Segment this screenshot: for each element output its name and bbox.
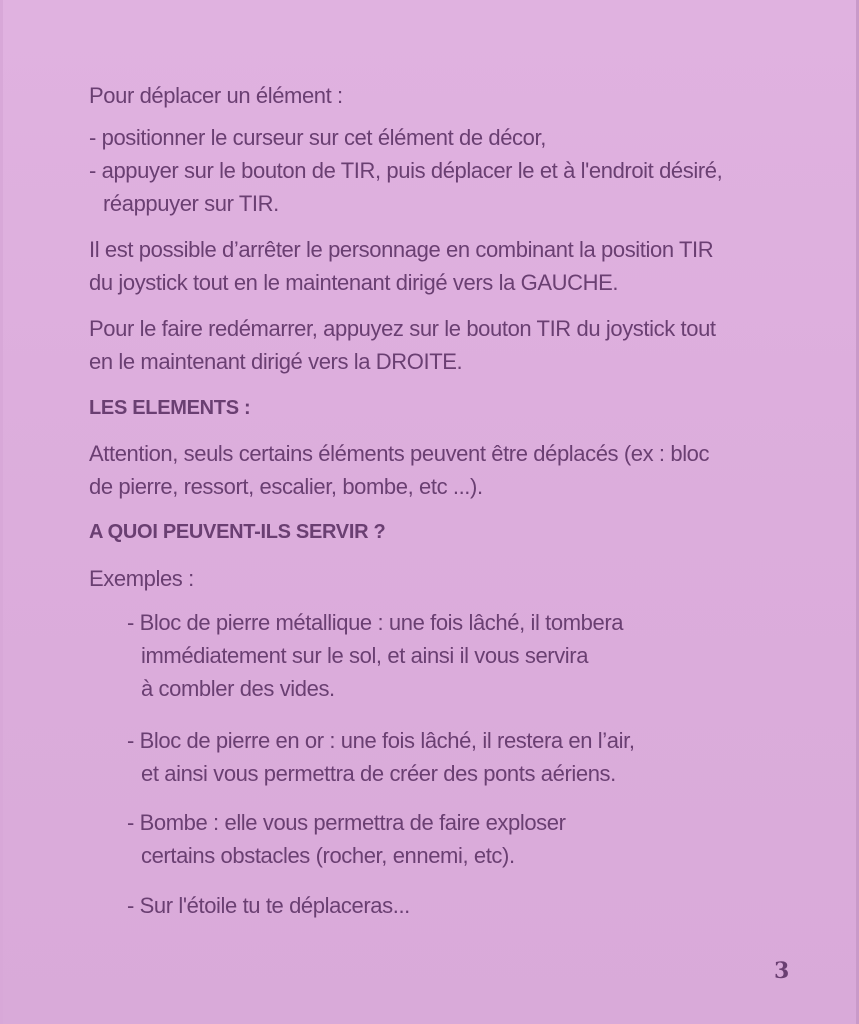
example-item [127, 889, 807, 922]
restart-line: en le maintenant dirigé vers la DROITE. [89, 349, 463, 374]
elements-line: Attention, seuls certains éléments peuvent être déplacés (ex : bloc [89, 441, 710, 466]
example-line: à combler des vides. [141, 676, 335, 701]
example-first-line: - Bloc de pierre métallique : une fois lâché, il tombera [127, 610, 624, 635]
stop-line: du joystick tout en le maintenant dirigé vers la GAUCHE. [89, 270, 619, 295]
example-line: certains obstacles (rocher, ennemi, etc). [141, 843, 515, 868]
usage-section [89, 516, 809, 549]
page-number: 3 [774, 958, 790, 984]
example-first-line: - Sur l'étoile tu te déplaceras... [127, 893, 410, 918]
example-item [127, 806, 807, 872]
examples-label: Exemples : [89, 566, 194, 591]
example-item [127, 724, 807, 790]
elements-section [89, 392, 809, 425]
page-left-edge [0, 0, 3, 1024]
example-first-line: - Bloc de pierre en or : une fois lâché, il restera en l’air, [127, 728, 635, 753]
restart-paragraph [89, 312, 809, 378]
intro-step: réappuyer sur TIR. [103, 191, 279, 216]
intro-section [89, 79, 809, 112]
examples-label-wrap [89, 562, 809, 595]
intro-step: - appuyer sur le bouton de TIR, puis déplacer le et à l'endroit désiré, [89, 158, 723, 183]
usage-heading: A QUOI PEUVENT-ILS SERVIR ? [89, 521, 386, 543]
elements-line: de pierre, ressort, escalier, bombe, etc ...). [89, 474, 483, 499]
intro-steps [89, 121, 809, 220]
stop-line: Il est possible d’arrêter le personnage en combinant la position TIR [89, 237, 714, 262]
example-line: immédiatement sur le sol, et ainsi il vous servira [141, 643, 589, 668]
example-item [127, 606, 807, 705]
intro-step: - positionner le curseur sur cet élément de décor, [89, 125, 546, 150]
stop-paragraph [89, 233, 809, 299]
elements-paragraph [89, 437, 809, 503]
elements-heading: LES ELEMENTS : [89, 397, 251, 419]
example-first-line: - Bombe : elle vous permettra de faire exploser [127, 810, 566, 835]
example-line: et ainsi vous permettra de créer des ponts aériens. [141, 761, 616, 786]
restart-line: Pour le faire redémarrer, appuyez sur le bouton TIR du joystick tout [89, 316, 716, 341]
intro-title: Pour déplacer un élément : [89, 83, 343, 108]
